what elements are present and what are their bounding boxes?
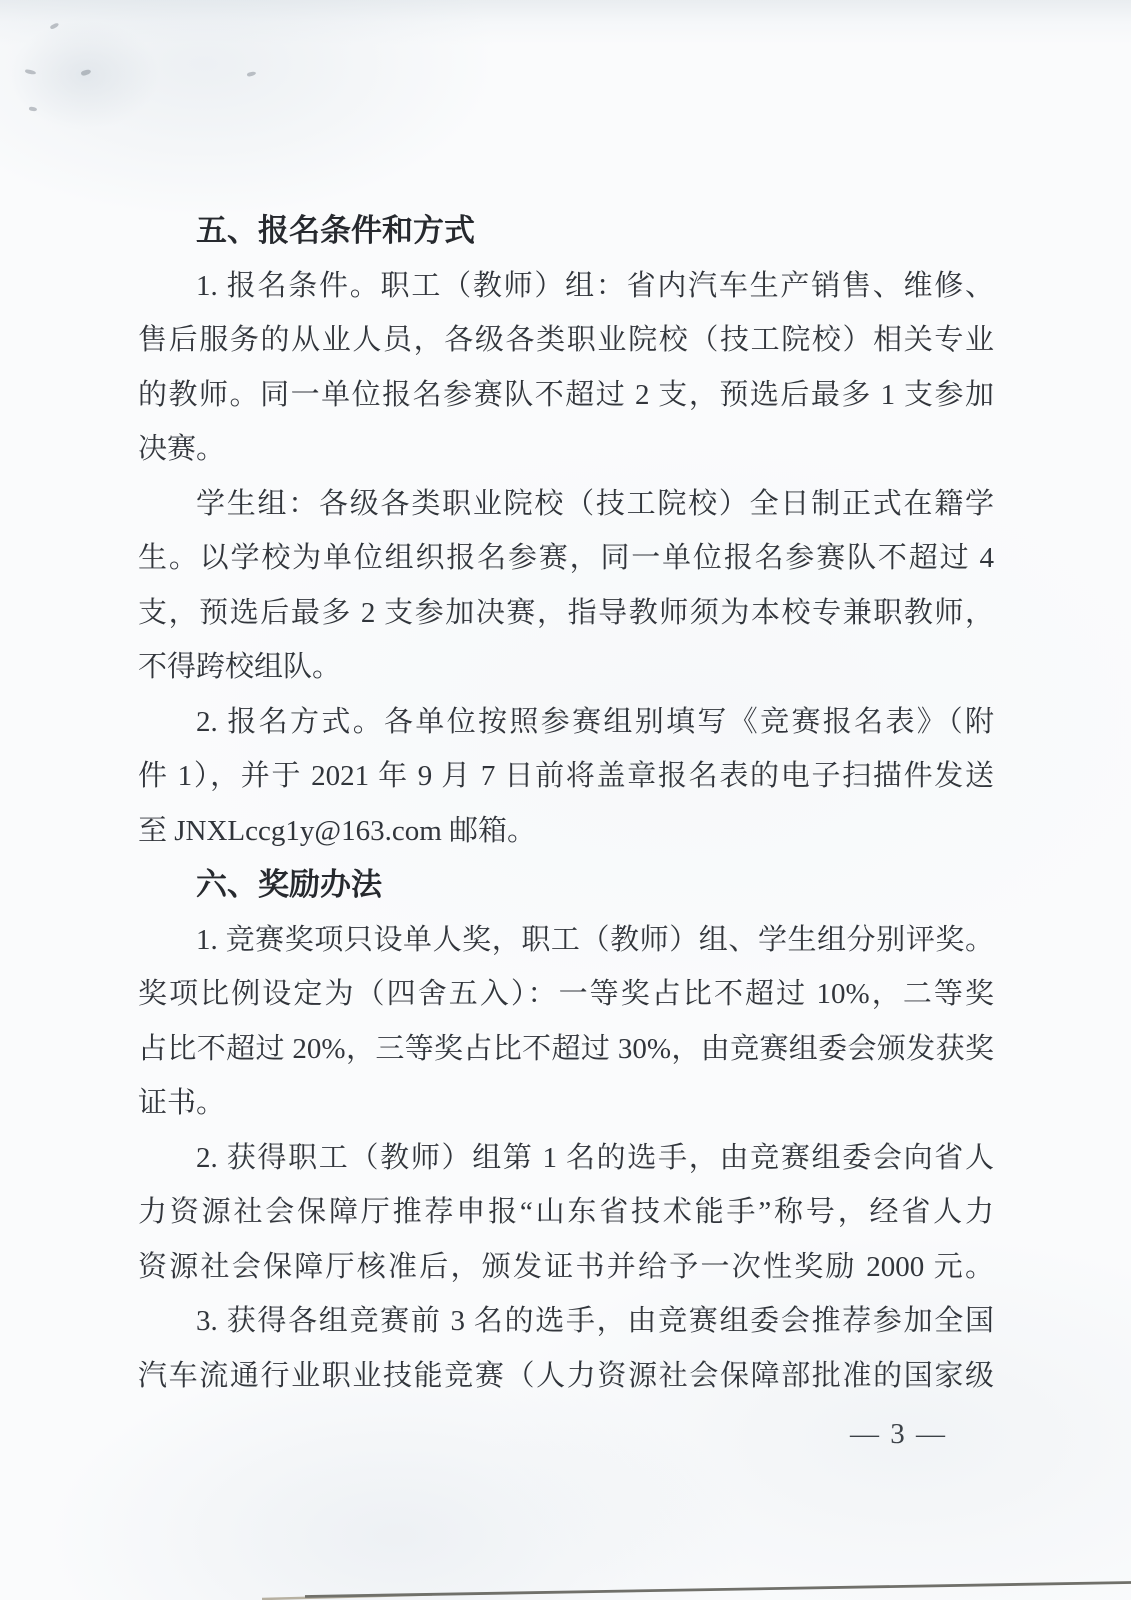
document-line: 2. 获得职工（教师）组第 1 名的选手，由竞赛组委会向省人 [196,1141,994,1174]
document-line: 2. 报名方式。各单位按照参赛组别填写《竞赛报名表》（附 [196,705,994,738]
document-line: 汽车流通行业职业技能竞赛（人力资源社会保障部批准的国家级 [138,1359,994,1392]
document-line: 3. 获得各组竞赛前 3 名的选手，由竞赛组委会推荐参加全国 [196,1305,994,1337]
document-line: 件 1），并于 2021 年 9 月 7 日前将盖章报名表的电子扫描件发送 [138,760,994,792]
document-line: 不得跨校组队。 [138,651,342,683]
document-line: 的教师。同一单位报名参赛队不超过 2 支，预选后最多 1 支参加 [138,378,994,411]
document-line: 1. 报名条件。职工（教师）组：省内汽车生产销售、维修、 [196,269,994,302]
section-heading: 五、报名条件和方式 [196,213,475,248]
page-number: — 3 — [850,1418,947,1450]
document-line: 决赛。 [138,433,226,465]
section-heading: 六、奖励办法 [196,867,382,902]
document-line: 1. 竞赛奖项只设单人奖，职工（教师）组、学生组分别评奖。 [196,923,994,956]
scan-smudge [247,71,257,77]
document-body [138,204,994,1403]
document-line: 证书。 [138,1087,226,1119]
document-line: 至 JNXLccg1y@163.com 邮箱。 [138,814,537,847]
document-line: 占比不超过 20%，三等奖占比不超过 30%，由竞赛组委会颁发获奖 [138,1032,994,1065]
document-line: 学生组：各级各类职业院校（技工院校）全日制正式在籍学 [196,487,994,520]
document-line: 生。以学校为单位组织报名参赛，同一单位报名参赛队不超过 4 [138,542,994,574]
document-line: 售后服务的从业人员，各级各类职业院校（技工院校）相关专业 [138,324,994,356]
document-line: 支，预选后最多 2 支参加决赛，指导教师须为本校专兼职教师， [138,596,994,629]
document-line: 奖项比例设定为（四舍五入）：一等奖占比不超过 10%，二等奖 [138,978,994,1010]
document-line: 力资源社会保障厅推荐申报“山东省技术能手”称号，经省人力 [138,1196,994,1228]
document-line: 资源社会保障厅核准后，颁发证书并给予一次性奖励 2000 元。 [138,1250,994,1283]
